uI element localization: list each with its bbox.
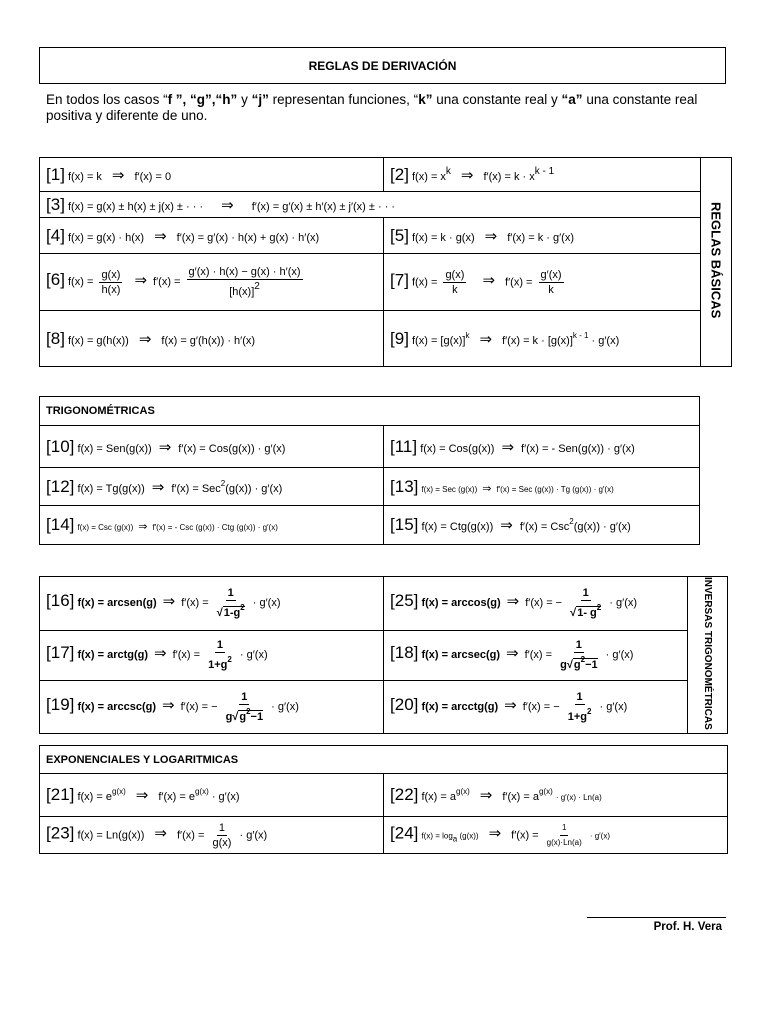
trig-heading: TRIGONOMÉTRICAS — [40, 397, 700, 426]
rule-13: [13] f(x) = Sec (g(x)) ⇒ f′(x) = Sec (g(x)) · Tg (g(x)) · g′(x) — [384, 468, 700, 506]
exp-log-table — [39, 745, 728, 854]
rule-9: [9] $f(x) = [g(x)]^k$ ⇒ $f'(x) = k \cdot [g(x)]^{k - 1} \cdot g'(x)$ — [384, 311, 701, 367]
exp-log-heading: EXPONENCIALES Y LOGARITMICAS — [40, 746, 728, 774]
rule-15: [15] f(x) = Ctg(g(x)) ⇒ f′(x) = Csc$^2$(g(x)) · g′(x) — [384, 506, 700, 545]
basic-rules-table — [39, 157, 732, 367]
inverse-trig-table — [39, 576, 728, 734]
rule-2: [2] f(x) = xk ⇒ f′(x) = k · xk - 1 — [384, 158, 701, 192]
rule-5: [5] f(x) = k · g(x) ⇒ f′(x) = k · g′(x) — [384, 218, 701, 254]
rule-6: [6] f(x) = $\frac{g(x)}{h(x)}$ ⇒ f′(x) = $\frac{g'(x) \cdot h(x) - g(x) \cdot h'(x)}{[h(x)]2}$ — [40, 254, 384, 311]
inverse-trig-side-label: INVERSAS TRIGONOMÉTRICAS — [688, 577, 728, 734]
rule-10: [10] f(x) = Sen(g(x)) ⇒ f′(x) = Cos(g(x)) · g′(x) — [40, 426, 384, 468]
rule-20: [20] f(x) = arcctg(g) ⇒ f′(x) = − $\frac{1}{1+g^2}$ · g′(x) — [384, 681, 688, 734]
rule-8: [8] f(x) = g(h(x)) ⇒ f(x) = g′(h(x)) · h′(x) — [40, 311, 384, 367]
signature: Prof. H. Vera — [653, 921, 722, 933]
trig-rules-table — [39, 396, 700, 545]
rule-1: [1] f(x) = k ⇒ f′(x) = 0 — [40, 158, 384, 192]
rule-12: [12] f(x) = Tg(g(x)) ⇒ f′(x) = Sec$^2$(g(x)) · g′(x) — [40, 468, 384, 506]
rule-21: [21] $f(x) = e^{g(x)}$ ⇒ $f'(x) = e^{g(x)} \cdot g'(x)$ — [40, 774, 384, 817]
signature-line — [587, 917, 726, 918]
rule-19: [19] f(x) = arccsc(g) ⇒ f′(x) = − $\frac{1}{g√g^2-1}$ · g′(x) — [40, 681, 384, 734]
rule-23: [23] f(x) = Ln(g(x)) ⇒ f′(x) = $\frac{1}{g(x)}$ · g′(x) — [40, 817, 384, 854]
rule-4: [4] f(x) = g(x) · h(x) ⇒ f′(x) = g′(x) · h(x) + g(x) · h′(x) — [40, 218, 384, 254]
rule-3: [3] f(x) = g(x) ± h(x) ± j(x) ± · · · ⇒ f′(x) = g′(x) ± h′(x) ± j′(x) ± · · · — [40, 192, 701, 218]
rule-22: [22] $f(x) = a^{g(x)}$ ⇒ $f'(x) = a^{g(x)} \cdot g'(x) \cdot Ln(a)$ — [384, 774, 728, 817]
rule-14: [14] f(x) = Csc (g(x)) ⇒ f′(x) = - Csc (g(x)) · Ctg (g(x)) · g′(x) — [40, 506, 384, 545]
rule-16: [16] f(x) = arcsen(g) ⇒ f′(x) = $\frac{1}{√1-g^2}$ · g′(x) — [40, 577, 384, 631]
rule-24: [24] $f(x) = \log_a (g(x))$ ⇒ f′(x) = $\frac{1}{g(x)\cdot Ln(a)}$ · g′(x) — [384, 817, 728, 854]
basic-rules-side-label: REGLAS BÁSICAS — [701, 158, 732, 367]
rule-number: [1] — [46, 164, 65, 184]
rule-11: [11] f(x) = Cos(g(x)) ⇒ f′(x) = - Sen(g(x)) · g′(x) — [384, 426, 700, 468]
rule-7: [7] f(x) = $\frac{g(x)}{k}$ ⇒ f′(x) = $\frac{g'(x)}{k}$ — [384, 254, 701, 311]
rule-18: [18] f(x) = arcsec(g) ⇒ f′(x) = $\frac{1}{g√g^2-1}$ · g′(x) — [384, 630, 688, 680]
rule-25: [25] f(x) = arccos(g) ⇒ f′(x) = − $\frac{1}{√1- g^2}$ · g′(x) — [384, 577, 688, 631]
intro-text: En todos los casos “f ”, “g”,“h” y “j” representan funciones, “k” una constante real y “a” una constante real positiva y diferente de uno. — [46, 92, 698, 123]
page-title: REGLAS DE DERIVACIÓN — [39, 47, 726, 84]
rule-17: [17] f(x) = arctg(g) ⇒ f′(x) = $\frac{1}{1+g^2}$ · g′(x) — [40, 630, 384, 680]
